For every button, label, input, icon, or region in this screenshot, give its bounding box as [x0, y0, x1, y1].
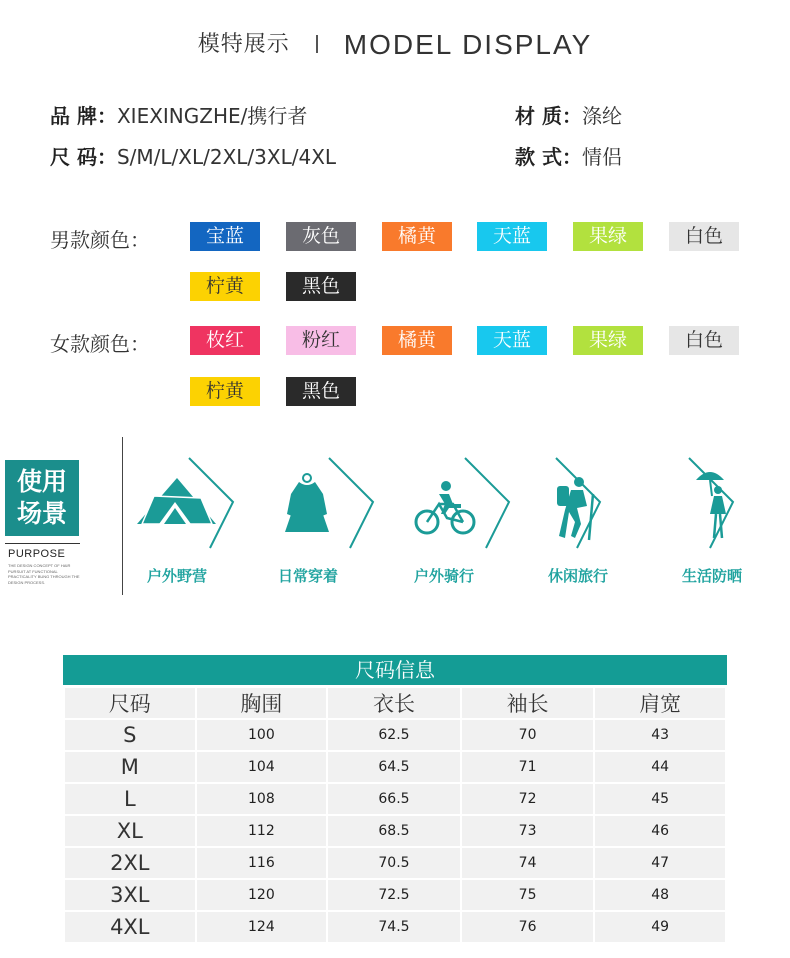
table-row: [65, 784, 725, 814]
shoulder-cell: 48: [595, 880, 725, 910]
column-header: 衣长: [328, 688, 460, 718]
size-cell: 3XL: [65, 880, 195, 910]
table-row: [65, 752, 725, 782]
material-label: 材 质：: [515, 104, 582, 128]
scene-label: 户外野营: [147, 567, 208, 585]
women-color-swatch[interactable]: 天蓝: [477, 326, 547, 355]
sleeve-cell: 74: [462, 848, 594, 878]
chest-cell: 112: [197, 816, 327, 846]
scene-label: 休闲旅行: [548, 567, 609, 585]
shoulder-cell: 49: [595, 912, 725, 942]
brand-info: [50, 100, 307, 129]
brand-value: XIEXINGZHE/携行者: [116, 104, 308, 128]
chest-cell: 124: [197, 912, 327, 942]
length-cell: 74.5: [328, 912, 460, 942]
vertical-divider: [122, 437, 123, 595]
size-table-header-row: [65, 688, 725, 718]
shoulder-cell: 43: [595, 720, 725, 750]
dress-icon: [277, 452, 387, 562]
scene-camping: [137, 452, 247, 587]
scene-cycling: [413, 452, 523, 587]
men-color-swatch[interactable]: 宝蓝: [190, 222, 260, 251]
men-color-swatch[interactable]: 灰色: [286, 222, 356, 251]
usage-title-line1: 使用: [16, 467, 67, 496]
size-label: 尺 码：: [50, 145, 117, 169]
men-colors-label: 男款颜色：: [50, 228, 150, 252]
length-cell: 70.5: [328, 848, 460, 878]
size-cell: S: [65, 720, 195, 750]
title-divider: [316, 35, 318, 53]
size-table: [63, 686, 727, 944]
material-value: 涤纶: [581, 104, 622, 128]
table-row: [65, 880, 725, 910]
style-value: 情侣: [581, 145, 622, 169]
shoulder-cell: 45: [595, 784, 725, 814]
men-color-swatch[interactable]: 果绿: [573, 222, 643, 251]
size-cell: 4XL: [65, 912, 195, 942]
sleeve-cell: 72: [462, 784, 594, 814]
shoulder-cell: 46: [595, 816, 725, 846]
scene-daily-wear: [277, 452, 387, 587]
table-row: [65, 912, 725, 942]
scene-travel: [547, 452, 657, 587]
umbrella-woman-icon: [680, 452, 790, 562]
length-cell: 66.5: [328, 784, 460, 814]
sleeve-cell: 76: [462, 912, 594, 942]
chest-cell: 100: [197, 720, 327, 750]
length-cell: 64.5: [328, 752, 460, 782]
length-cell: 72.5: [328, 880, 460, 910]
size-cell: L: [65, 784, 195, 814]
size-value: S/M/L/XL/2XL/3XL/4XL: [116, 145, 337, 169]
sleeve-cell: 73: [462, 816, 594, 846]
size-cell: 2XL: [65, 848, 195, 878]
usage-divider: [5, 543, 80, 544]
length-cell: 62.5: [328, 720, 460, 750]
size-table-title: 尺码信息: [63, 655, 727, 685]
title-cn: 模特展示: [197, 32, 290, 57]
brand-label: 品 牌：: [50, 104, 117, 128]
men-color-swatch[interactable]: 白色: [669, 222, 739, 251]
tent-icon: [137, 452, 247, 562]
length-cell: 68.5: [328, 816, 460, 846]
style-info: [515, 141, 622, 170]
size-info: [50, 141, 336, 170]
column-header: 胸围: [197, 688, 327, 718]
usage-title-box: [5, 460, 79, 536]
hiker-icon: [547, 452, 657, 562]
cyclist-icon: [413, 452, 523, 562]
shoulder-cell: 47: [595, 848, 725, 878]
women-colors-label: 女款颜色：: [50, 332, 150, 356]
men-color-swatch[interactable]: 柠黄: [190, 272, 260, 301]
scene-sun-protection: [680, 452, 790, 587]
table-row: [65, 848, 725, 878]
scene-label: 日常穿着: [278, 567, 339, 585]
women-color-swatch[interactable]: 柠黄: [190, 377, 260, 406]
size-cell: XL: [65, 816, 195, 846]
women-color-swatch[interactable]: 枚红: [190, 326, 260, 355]
women-color-swatch[interactable]: 果绿: [573, 326, 643, 355]
chest-cell: 108: [197, 784, 327, 814]
women-color-swatch[interactable]: 橘黄: [382, 326, 452, 355]
chest-cell: 120: [197, 880, 327, 910]
sleeve-cell: 71: [462, 752, 594, 782]
chest-cell: 104: [197, 752, 327, 782]
scene-label: 户外骑行: [414, 567, 475, 585]
chest-cell: 116: [197, 848, 327, 878]
men-color-swatch[interactable]: 天蓝: [477, 222, 547, 251]
usage-description: THE DESIGN CONCEPT OF HAIR PURSUIT AT FUNCTIONAL PRACTICALITY BUNG THROUGH THE DESIGN PROCESS.: [8, 563, 80, 585]
women-color-swatch[interactable]: 粉红: [286, 326, 356, 355]
table-row: [65, 816, 725, 846]
usage-title-line2: 场景: [16, 499, 67, 528]
column-header: 肩宽: [595, 688, 725, 718]
usage-subtitle: PURPOSE: [8, 548, 66, 560]
size-cell: M: [65, 752, 195, 782]
page-title: [0, 27, 790, 61]
table-row: [65, 720, 725, 750]
sleeve-cell: 70: [462, 720, 594, 750]
column-header: 尺码: [65, 688, 195, 718]
title-en: MODEL DISPLAY: [343, 29, 593, 60]
men-color-swatch[interactable]: 橘黄: [382, 222, 452, 251]
women-color-swatch[interactable]: 黑色: [286, 377, 356, 406]
men-color-swatch[interactable]: 黑色: [286, 272, 356, 301]
column-header: 袖长: [462, 688, 594, 718]
scene-label: 生活防晒: [682, 567, 743, 585]
sleeve-cell: 75: [462, 880, 594, 910]
material-info: [515, 100, 622, 129]
style-label: 款 式：: [515, 145, 582, 169]
women-color-swatch[interactable]: 白色: [669, 326, 739, 355]
shoulder-cell: 44: [595, 752, 725, 782]
